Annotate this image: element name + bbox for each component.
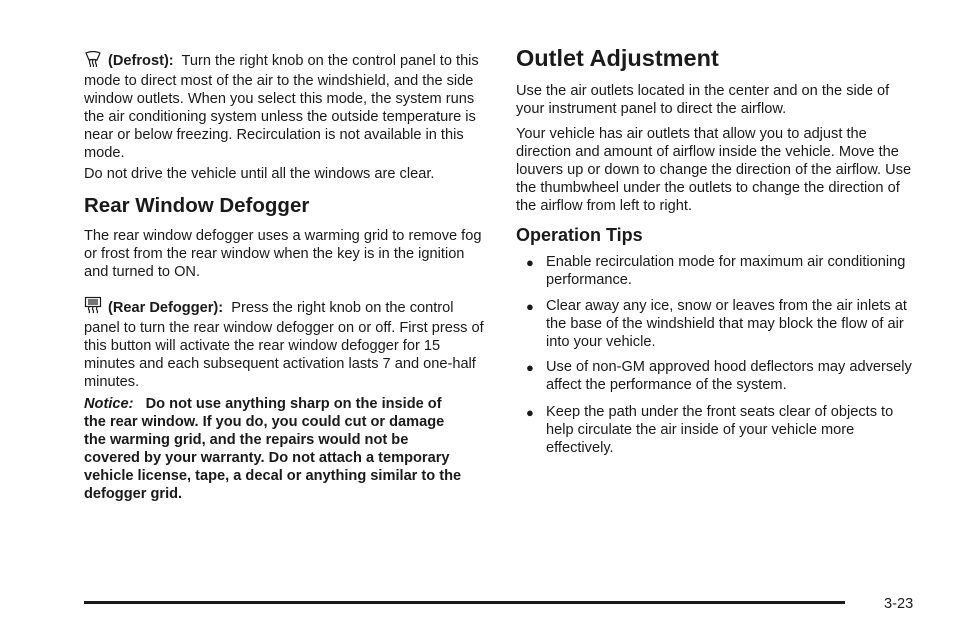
rear-defogger-text: Press the right knob on the control panel to turn the rear window defogger on or off. First press of this button will activate the rear window defogger for 15 minutes and each subsequent activation lasts 7 and one-half minutes.	[84, 300, 484, 390]
notice-text: Do not use anything sharp on the inside of the rear window. If you do, you could cut or damage the warming grid, and the repairs would not be covered by your warranty. Do not attach a temporary vehicle license, tape, a decal or anything similar to the defogger grid.	[84, 396, 462, 502]
warning-paragraph: Do not drive the vehicle until all the windows are clear.	[84, 166, 435, 182]
rear-defogger-paragraph	[84, 296, 490, 392]
notice-label: Notice:	[84, 396, 134, 412]
defrost-icon	[84, 51, 102, 73]
tip-text: Keep the path under the front seats clear of objects to help circulate the air inside of your vehicle more effectively.	[546, 404, 894, 456]
tip-text: Clear away any ice, snow or leaves from the air inlets at the base of the windshield that may block the flow of air into your vehicle.	[546, 298, 907, 350]
rear-defogger-icon	[84, 296, 102, 320]
defrost-lead: (Defrost):	[108, 53, 174, 69]
defrost-text: Turn the right knob on the control panel to this mode to direct most of the air to the windshield, and the side window outlets. When you select this mode, the system runs the air conditioning system unless the outside temperature is near or below freezing. Recirculation is not available in this mode.	[84, 53, 479, 161]
defrost-paragraph	[84, 51, 490, 162]
bullet-icon: ●	[526, 405, 534, 420]
rear-defogger-intro: The rear window defogger uses a warming grid to remove fog or frost from the rear window when the key is in the ignition and turned to ON.	[84, 228, 482, 280]
outlet-paragraph-2: Your vehicle has air outlets that allow you to adjust the direction and amount of airflow inside the vehicle. Move the louvers up or down to change the direction of the airflow. Use the thumbwheel under the outlets to change the direction of the airflow from left to right.	[516, 126, 912, 214]
outlet-adjustment-heading: Outlet Adjustment	[516, 45, 719, 71]
tip-text: Enable recirculation mode for maximum air conditioning performance.	[546, 254, 906, 288]
bullet-icon: ●	[526, 255, 534, 270]
footer-rule	[84, 601, 845, 604]
tip-text: Use of non-GM approved hood deflectors may adversely affect the performance of the system.	[546, 359, 912, 393]
page-number: 3-23	[884, 596, 914, 612]
rear-defogger-lead: (Rear Defogger):	[108, 300, 224, 316]
notice-paragraph	[84, 396, 466, 503]
rear-window-defogger-heading: Rear Window Defogger	[84, 194, 310, 217]
operation-tips-heading: Operation Tips	[516, 225, 643, 245]
bullet-icon: ●	[526, 299, 534, 314]
outlet-paragraph-1: Use the air outlets located in the center and on the side of your instrument panel to direct the airflow.	[516, 83, 890, 117]
bullet-icon: ●	[526, 360, 534, 375]
